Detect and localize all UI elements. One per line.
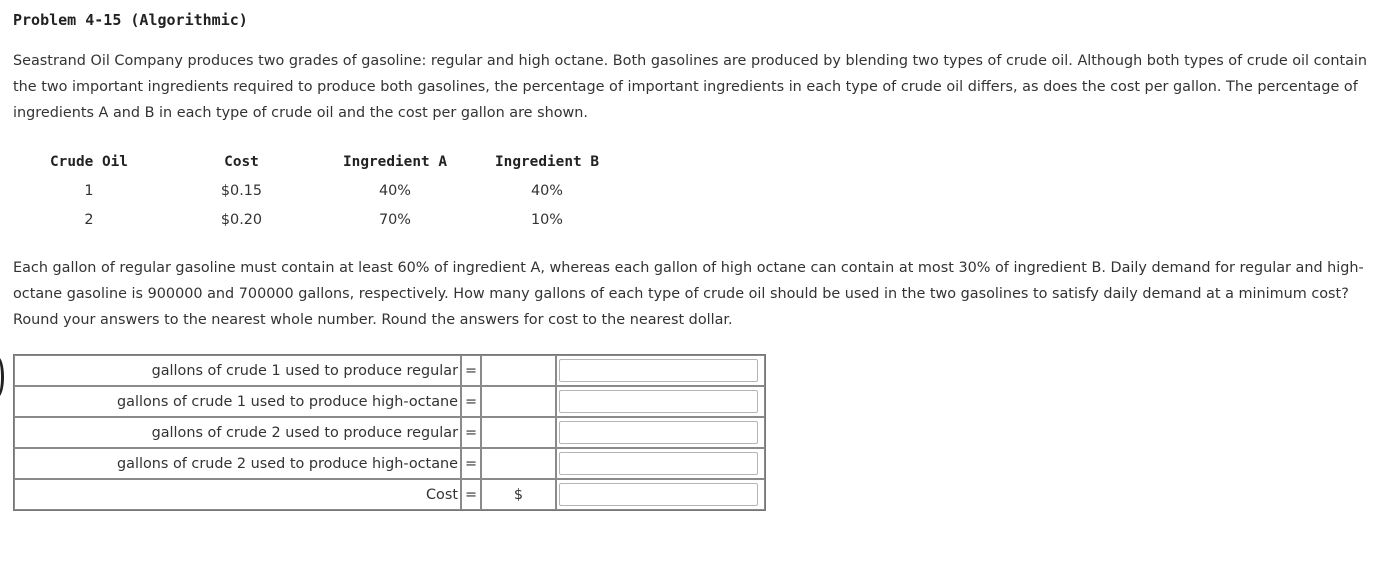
answer-label: gallons of crude 1 used to produce high-octane [14,386,461,417]
answer-row-crude1-regular [14,355,765,386]
header-ingredient-b: Ingredient B [495,154,599,170]
crude-oil-table-header [14,148,623,176]
equals-sign: = [461,448,481,479]
answer-label: gallons of crude 2 used to produce high-octane [14,448,461,479]
crude1-regular-input[interactable] [559,359,758,382]
unit-cell [481,417,556,448]
answer-input-cell [556,479,765,510]
crude-cost: $0.20 [220,211,263,228]
problem-intro: Seastrand Oil Company produces two grades of gasoline: regular and high octane. Both gasolines are produced by blending two types of crude oil. Although both types of crude oil contain the two important ingredients required to produce both gasolines, the percentage of important ingredients in each type of crude oil differs, as does the cost per gallon. The percentage of ingredients A and B in each type of crude oil and the cost per gallon are shown. [13,53,1368,121]
cost-input[interactable] [559,483,758,506]
equals-sign: = [461,417,481,448]
answer-label: gallons of crude 1 used to produce regular [14,355,461,386]
header-crude-oil: Crude Oil [50,154,128,170]
table-row [14,176,623,205]
answer-input-cell [556,448,765,479]
answer-row-crude2-regular [14,417,765,448]
table-row [14,205,623,234]
answer-row-cost [14,479,765,510]
ingredient-a-pct: 40% [379,182,411,199]
header-cost: Cost [224,154,259,170]
unit-cell [481,355,556,386]
unit-cell [481,448,556,479]
crude2-regular-input[interactable] [559,421,758,444]
problem-title: Problem 4-15 (Algorithmic) [13,11,248,29]
problem-question: Each gallon of regular gasoline must contain at least 60% of ingredient A, whereas each gallon of high octane can contain at most 30% of ingredient B. Daily demand for regular and high-octane gasoline is 900000 and 700000 gallons, respectively. How many gallons of each type of crude oil should be used in the two gasolines to satisfy daily demand at a minimum cost? Round your answers to the nearest whole number. Round the answers for cost to the nearest dollar. [13,260,1364,328]
unit-cell [481,386,556,417]
answer-label: Cost [14,479,461,510]
answer-label: gallons of crude 2 used to produce regular [14,417,461,448]
answer-input-cell [556,417,765,448]
ingredient-a-pct: 70% [379,211,411,228]
ingredient-b-pct: 10% [531,211,563,228]
header-ingredient-a: Ingredient A [343,154,447,170]
ingredient-b-pct: 40% [531,182,563,199]
answer-input-cell [556,355,765,386]
crude2-high-octane-input[interactable] [559,452,758,475]
currency-symbol: $ [481,479,556,510]
equals-sign: = [461,386,481,417]
crude-cost: $0.15 [220,182,263,199]
answer-row-crude1-high-octane [14,386,765,417]
answer-row-crude2-high-octane [14,448,765,479]
equals-sign: = [461,355,481,386]
question-marker-icon [0,357,4,397]
equals-sign: = [461,479,481,510]
answer-table [13,354,766,511]
crude-oil-table [14,148,623,234]
crude-oil-number: 2 [84,211,94,228]
crude-oil-number: 1 [84,182,94,199]
crude1-high-octane-input[interactable] [559,390,758,413]
answer-input-cell [556,386,765,417]
